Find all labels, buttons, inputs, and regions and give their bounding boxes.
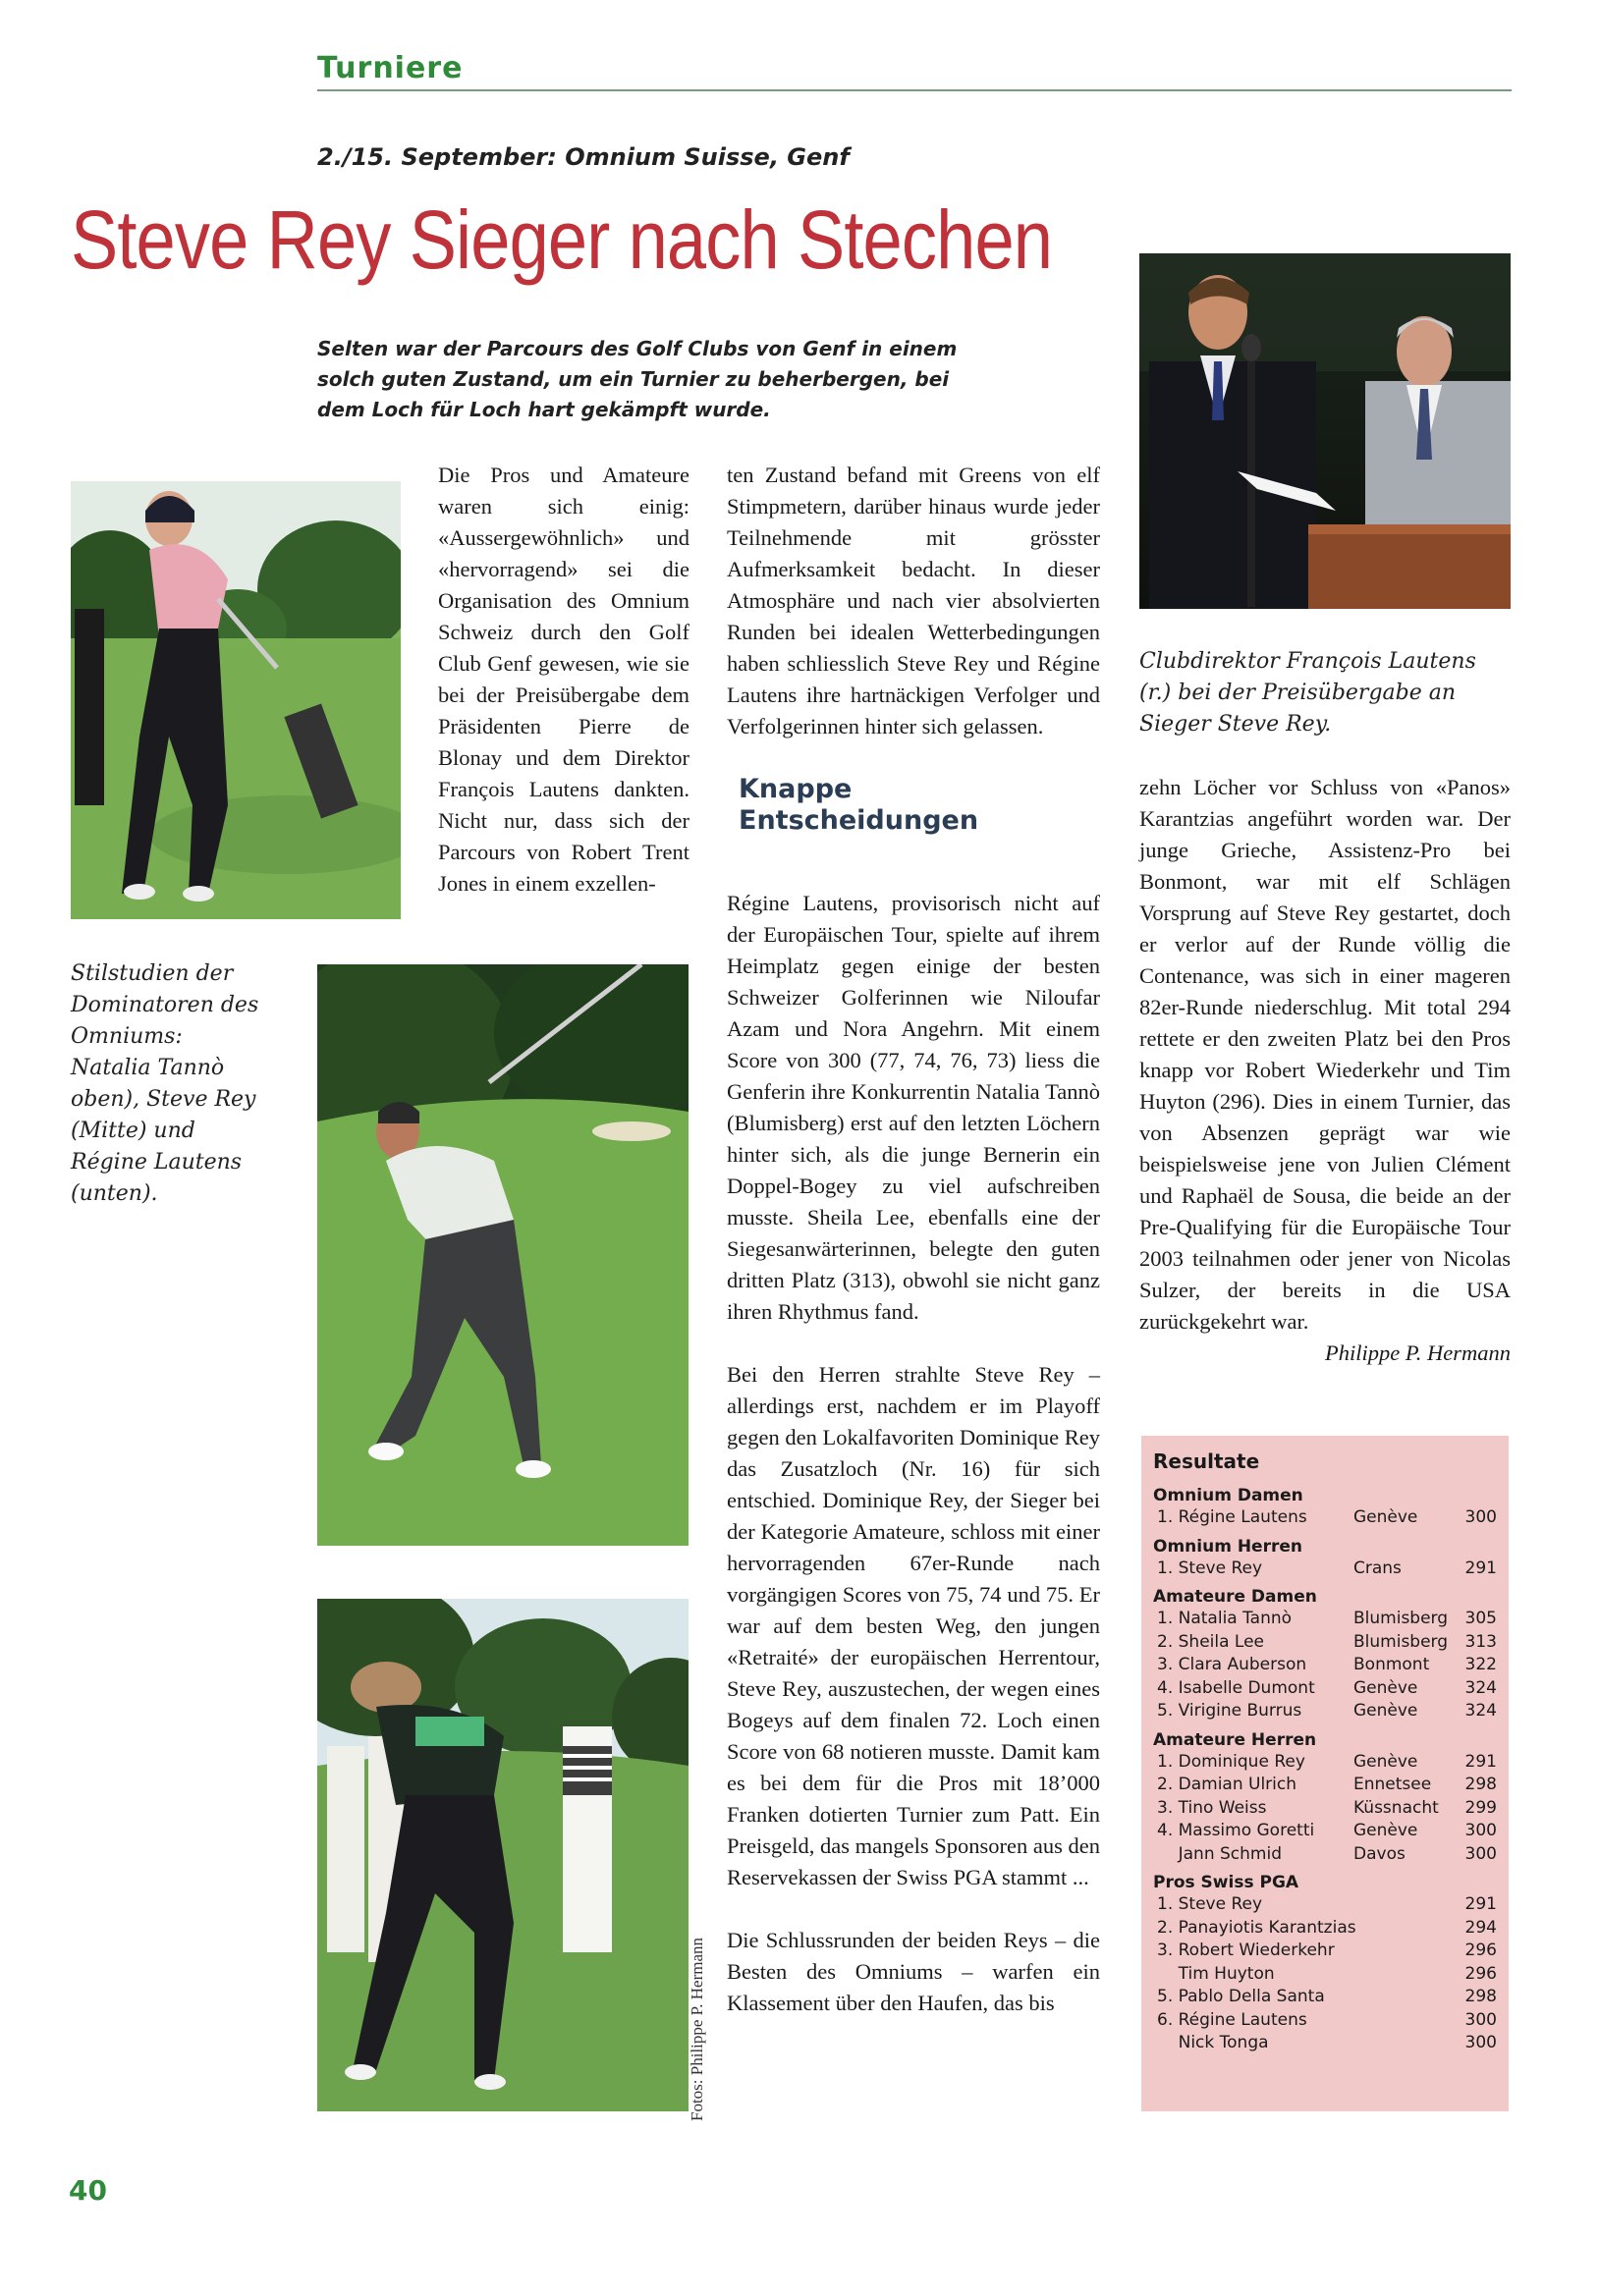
results-player: 4. Isabelle Dumont: [1157, 1677, 1315, 1698]
results-score: 294: [1464, 1917, 1497, 1938]
results-club: Crans: [1353, 1558, 1402, 1578]
photo-golfer-regine: [317, 1599, 689, 2111]
dateline: 2./15. September: Omnium Suisse, Genf: [317, 143, 850, 171]
results-row: [1153, 1677, 1497, 1701]
results-row: [1153, 1940, 1497, 1963]
results-club: [1353, 1917, 1460, 1941]
results-player: 3. Robert Wiederkehr: [1157, 1941, 1335, 1960]
results-club: [1353, 1986, 1460, 2009]
results-row: [1153, 1506, 1497, 1530]
results-title: Resultate: [1153, 1449, 1260, 1473]
results-club: Genève: [1353, 1751, 1418, 1772]
results-category: Amateure Herren: [1153, 1729, 1317, 1750]
column2-paragraph-4: Die Schlussrunden der beiden Reys – die Besten des Omniums – warfen ein Klassement über den Haufen, das bis: [727, 1928, 1100, 2015]
results-score: 298: [1464, 1987, 1497, 2006]
header-rule: [317, 89, 1512, 91]
column2-paragraph-3: Bei den Herren strahlte Steve Rey – allerdings erst, nachdem er im Playoff gegen den Lokalfavoriten Dominique Rey das Zusatzloch (Nr. 16) für sich entschied. Dominique Rey, der Sieger bei der Kategorie Amateure, schloss mit einer hervorragenden 67er-Runde nach vorgängigen Scores von 75, 74 und 75. Er war auf dem besten Weg, den jungen «Retraité» der europäischen Herrentour, Steve Rey, auszustechen, der wegen eines Bogeys auf dem finalen 72. Loch einen Score von 68 notieren musste. Damit kam es bei dem für die Pros mit 18’000 Franken dotierten Turnier zum Patt. Ein Preisgeld, das mangels Sponsoren aus den Reservekassen der Swiss PGA stammt ...: [727, 1362, 1100, 1889]
results-row: [1153, 1654, 1497, 1677]
results-player: 1. Steve Rey: [1157, 1894, 1263, 1914]
results-score: 300: [1464, 1821, 1497, 1840]
results-score: 300: [1464, 2009, 1497, 2030]
results-player: 5. Pablo Della Santa: [1157, 1987, 1325, 2006]
results-player: 1. Steve Rey: [1157, 1558, 1263, 1578]
article-column-3: [1139, 772, 1511, 1369]
results-row: [1153, 1986, 1497, 2009]
results-row: [1153, 1774, 1497, 1797]
results-score: 324: [1464, 1677, 1497, 1698]
photo-golfer-natalia: [71, 481, 401, 919]
results-row: [1153, 1820, 1497, 1843]
results-score: 291: [1464, 1751, 1497, 1772]
lead-paragraph: Selten war der Parcours des Golf Clubs von Genf in einem solch guten Zustand, um ein Turnier zu beherbergen, bei dem Loch für Loch hart gekämpft wurde.: [317, 337, 958, 421]
results-category: Amateure Damen: [1153, 1587, 1317, 1607]
results-score: 291: [1464, 1558, 1497, 1578]
results-row: [1153, 1558, 1497, 1581]
results-player: Nick Tonga: [1157, 2033, 1269, 2052]
results-player: 1. Régine Lautens: [1157, 1507, 1307, 1527]
results-score: 296: [1464, 1963, 1497, 1984]
photo-prize-ceremony: [1139, 253, 1511, 609]
column2-paragraph-1: ten Zustand befand mit Greens von elf Stimpmetern, darüber hinaus wurde jeder Teilnehmende mit grösster Aufmerksamkeit bedacht. In dieser Atmosphäre und nach vier absolvierten Runden bei idealen Wetterbedingungen haben schliesslich Steve Rey und Régine Lautens ihre hartnäckigen Verfolger und Verfolgerinnen hinter sich gelassen.: [727, 463, 1100, 738]
results-score: 298: [1464, 1775, 1497, 1794]
results-player: 3. Tino Weiss: [1157, 1797, 1267, 1818]
results-club: Bonmont: [1353, 1655, 1430, 1674]
results-category: Omnium Damen: [1153, 1486, 1303, 1505]
results-club: [1353, 2032, 1460, 2055]
results-score: 313: [1464, 1631, 1497, 1652]
results-score: 305: [1464, 1609, 1497, 1628]
results-box: [1141, 1436, 1509, 2111]
results-score: 324: [1464, 1701, 1497, 1721]
headline: Steve Rey Sieger nach Stechen: [71, 193, 1053, 286]
results-category: Omnium Herren: [1153, 1536, 1302, 1557]
results-player: 2. Panayiotis Karantzias: [1157, 1917, 1356, 1938]
results-club: Genève: [1353, 1507, 1418, 1527]
photo-credit: [688, 1886, 717, 2121]
results-row: [1153, 1631, 1497, 1655]
results-club: [1353, 2009, 1460, 2033]
results-row: [1153, 1751, 1497, 1775]
results-row: [1153, 1843, 1497, 1867]
results-score: 322: [1464, 1655, 1497, 1674]
results-row: [1153, 1893, 1497, 1917]
results-score: 300: [1464, 1843, 1497, 1864]
results-score: 296: [1464, 1941, 1497, 1960]
article-column-2: [727, 460, 1100, 2019]
results-club: Blumisberg: [1353, 1631, 1449, 1652]
results-list: [1153, 1485, 1497, 2055]
results-player: Jann Schmid: [1157, 1843, 1282, 1864]
results-club: Genève: [1353, 1821, 1418, 1840]
results-row: [1153, 1797, 1497, 1821]
results-player: 1. Natalia Tannò: [1157, 1609, 1293, 1628]
results-club: Küssnacht: [1353, 1797, 1439, 1818]
results-score: 300: [1464, 2033, 1497, 2052]
article-column-1: [438, 460, 689, 900]
results-player: 3. Clara Auberson: [1157, 1655, 1307, 1674]
results-player: 5. Virigine Burrus: [1157, 1701, 1302, 1721]
column1-text: Die Pros und Amateure waren sich einig: «Aussergewöhnlich» und «hervorragend» sei die Organisation des Omnium Schweiz durch den Golf Club Genf gewesen, wie sie bei der Preisübergabe dem Präsidenten Pierre de Blonay und dem Direktor François Lautens dankten. Nicht nur, dass sich der Parcours von Robert Trent Jones in einem exzellen-: [438, 463, 689, 896]
results-row: [1153, 1963, 1497, 1987]
results-row: [1153, 1917, 1497, 1941]
photo-golfer-steve: [317, 964, 689, 1546]
photo-credit-text: Fotos: Philippe P. Hermann: [688, 1937, 706, 2121]
results-score: 291: [1464, 1894, 1497, 1914]
caption-style-studies: Stilstudien der Dominatoren des Omniums: Natalia Tannò oben), Steve Rey (Mitte) und Régine Lautens (unten).: [71, 961, 259, 1206]
results-club: [1353, 1893, 1460, 1917]
results-player: 6. Régine Lautens: [1157, 2009, 1307, 2030]
column3-paragraph-1: zehn Löcher vor Schluss von «Panos» Karantzias angeführt worden war. Der junge Grieche, Assistenz-Pro bei Bonmont, war mit elf Schlägen Vorsprung auf Steve Rey gestartet, doch er verlor auf der Runde völlig die Contenance, was sich in einer mageren 82er-Runde niederschlug. Mit total 294 rettete er den zweiten Platz bei den Pros knapp vor Robert Wiederkehr und Tim Huyton (296). Dies in einem Turnier, das von Absenzen geprägt war wie beispielsweise jene von Julien Clément und Raphaël de Sousa, die beide an der Pre-Qualifying für die Europäische Tour 2003 teilnahmen oder jener von Nicolas Sulzer, der bereits in die USA zurückgekehrt war.: [1139, 775, 1511, 1334]
results-club: Genève: [1353, 1701, 1418, 1721]
results-row: [1153, 2032, 1497, 2055]
caption-ceremony: Clubdirektor François Lautens (r.) bei der Preisübergabe an Sieger Steve Rey.: [1139, 649, 1476, 737]
results-row: [1153, 2009, 1497, 2033]
results-club: Blumisberg: [1353, 1609, 1449, 1628]
results-row: [1153, 1700, 1497, 1723]
section-title: Turniere: [317, 51, 464, 85]
results-club: Davos: [1353, 1843, 1406, 1864]
results-player: 2. Sheila Lee: [1157, 1631, 1265, 1652]
page-number: 40: [69, 2174, 107, 2207]
results-club: Ennetsee: [1353, 1775, 1432, 1794]
subheading: Knappe Entscheidungen: [739, 774, 979, 836]
results-score: 300: [1464, 1507, 1497, 1527]
results-player: 4. Massimo Goretti: [1157, 1821, 1315, 1840]
results-club: [1353, 1963, 1460, 1987]
results-category: Pros Swiss PGA: [1153, 1873, 1299, 1892]
results-player: 1. Dominique Rey: [1157, 1751, 1305, 1772]
results-row: [1153, 1608, 1497, 1631]
column2-paragraph-2: Régine Lautens, provisorisch nicht auf der Europäischen Tour, spielte auf ihrem Heimplatz gegen einige der besten Schweizer Golferinnen wie Niloufar Azam und Nora Angehrn. Mit einem Score von 300 (77, 74, 76, 73) liess die Genferin ihre Konkurrentin Natalia Tannò (Blumisberg) erst auf den letzten Löchern hinter sich, als die junge Bernerin ein Doppel-Bogey zu viel aufschreiben musste. Sheila Lee, ebenfalls eine der Siegesanwärterinnen, belegte den guten dritten Platz (313), obwohl sie nicht ganz ihren Rhythmus fand.: [727, 891, 1100, 1324]
results-score: 299: [1464, 1797, 1497, 1818]
author-byline: Philippe P. Hermann: [1325, 1340, 1511, 1365]
results-club: [1353, 1940, 1460, 1963]
results-player: Tim Huyton: [1157, 1963, 1275, 1984]
results-player: 2. Damian Ulrich: [1157, 1775, 1297, 1794]
results-club: Genève: [1353, 1677, 1418, 1698]
